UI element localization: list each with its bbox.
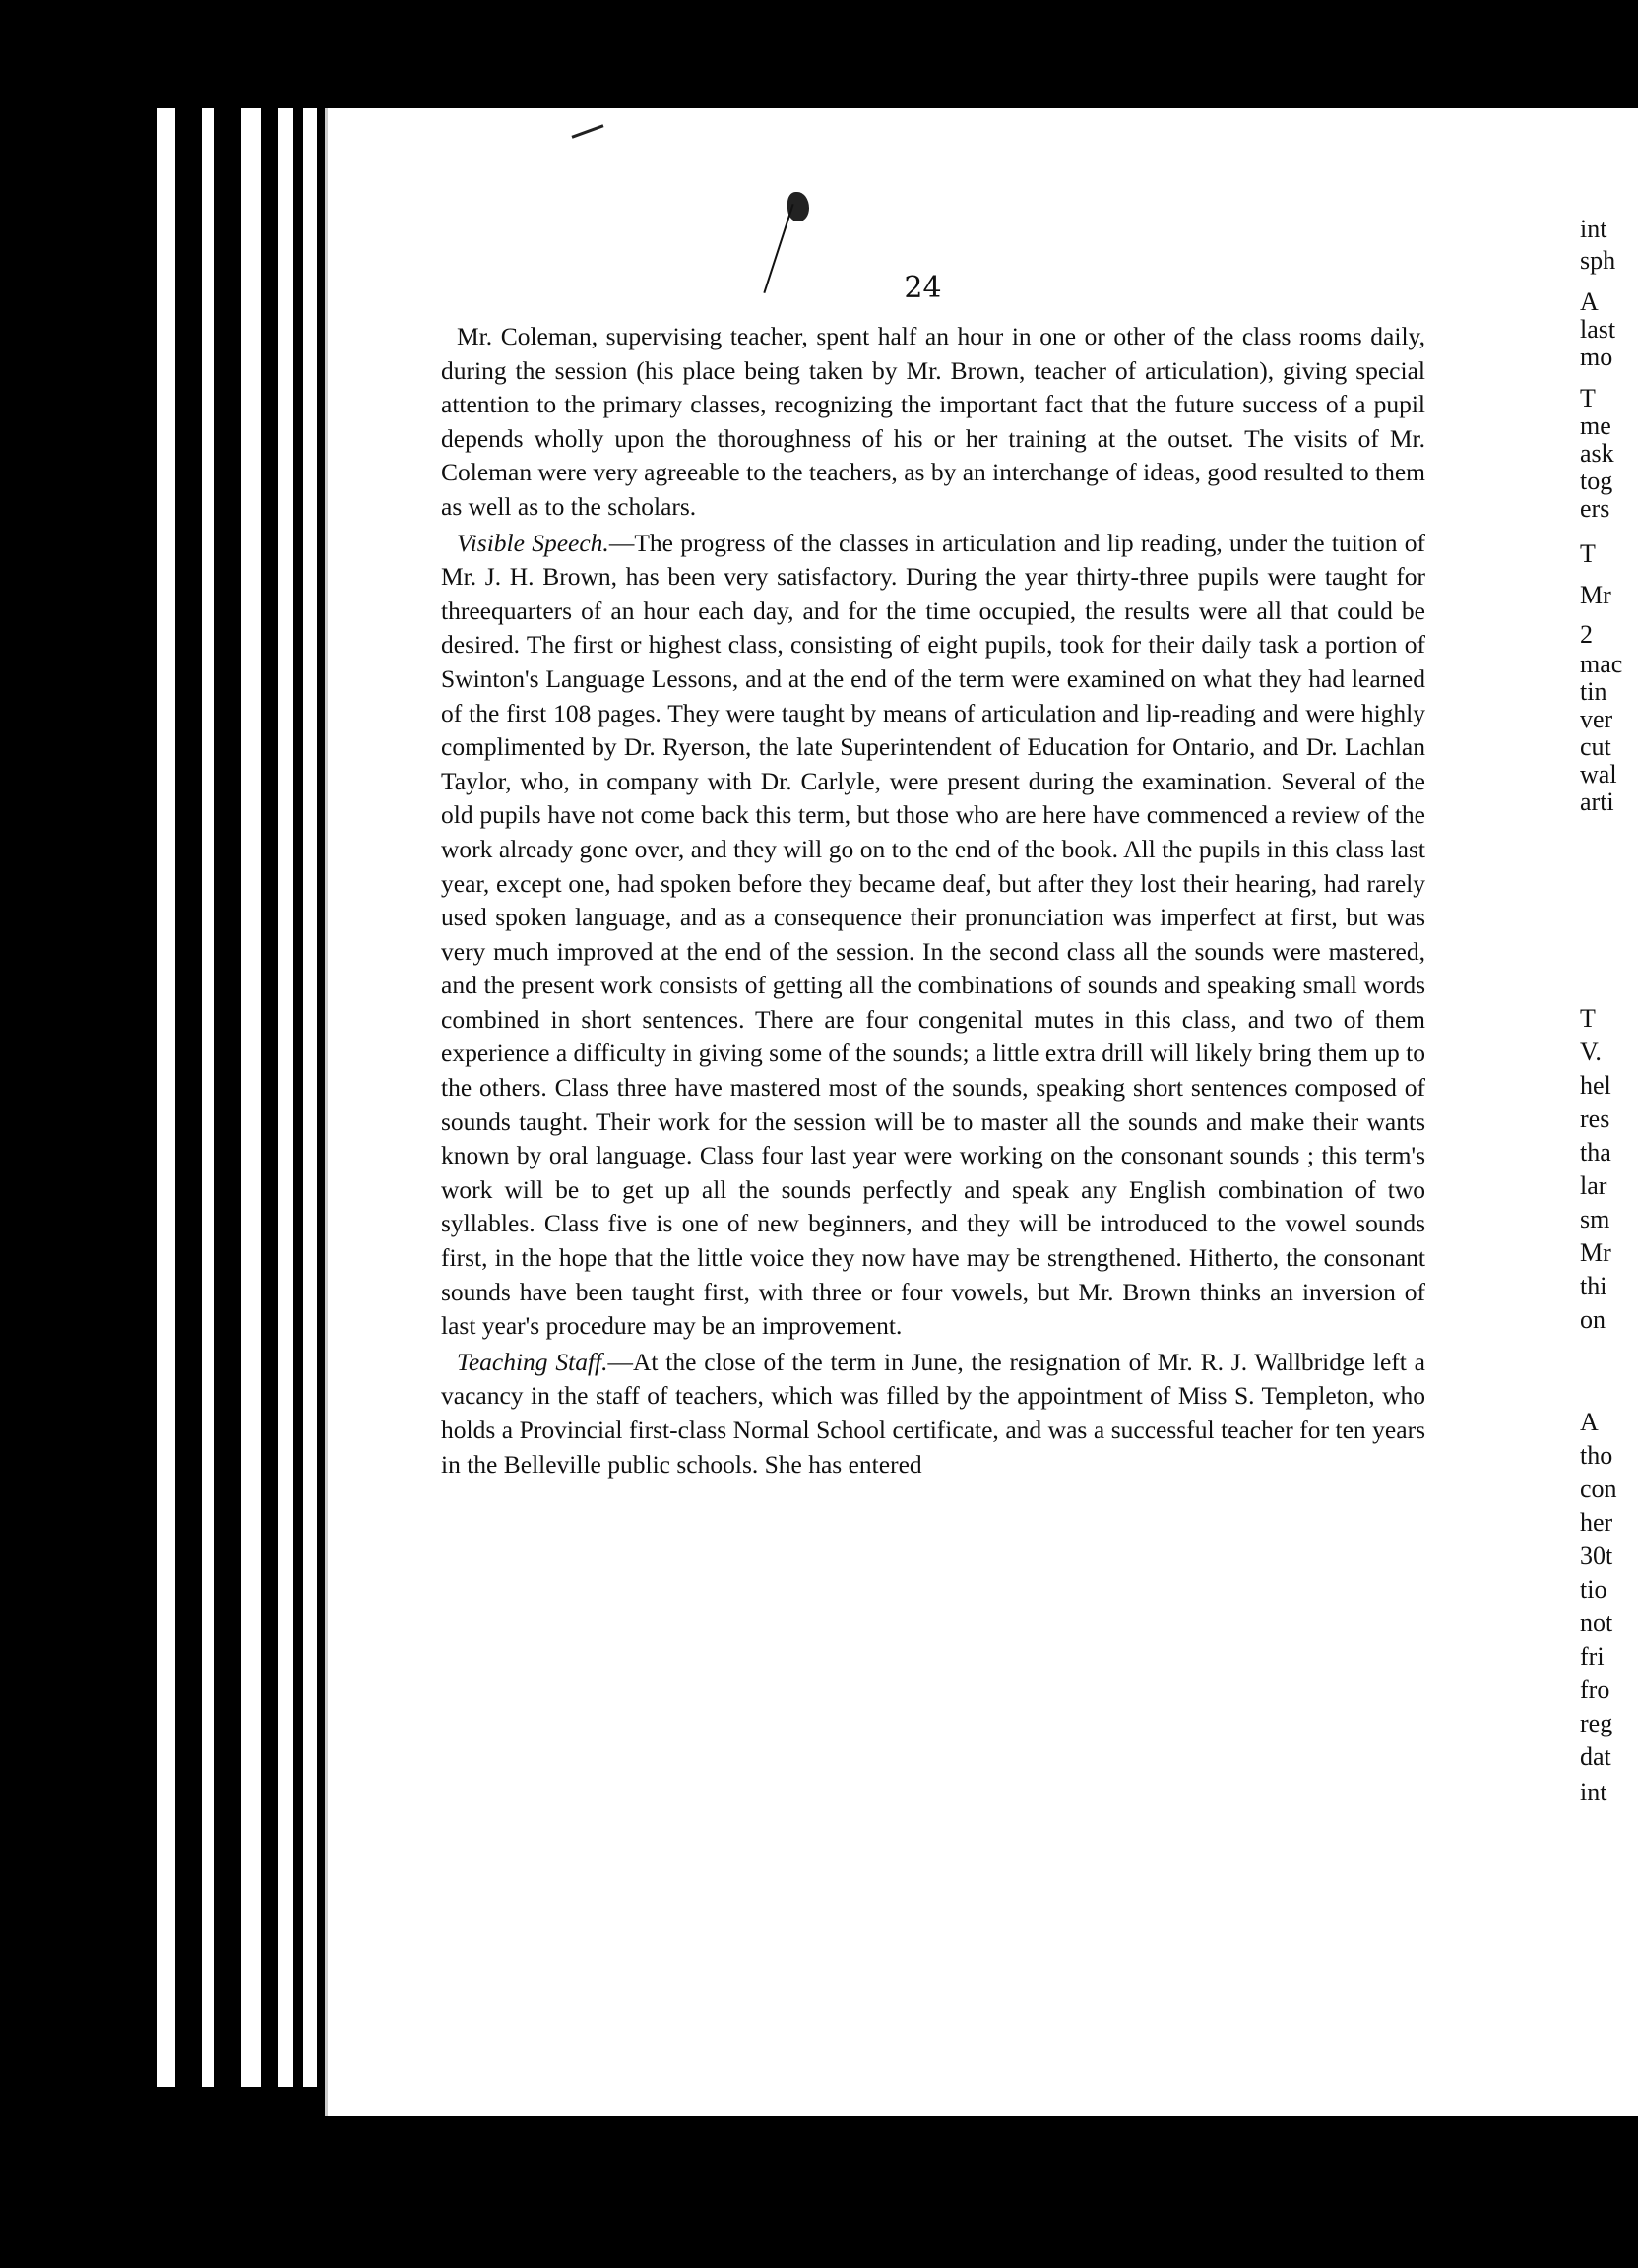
facing-page-fragment: tog bbox=[1580, 467, 1613, 495]
facing-page-fragment: on bbox=[1580, 1305, 1606, 1334]
facing-page-fragment: tha bbox=[1580, 1138, 1611, 1166]
facing-page-fragment: A bbox=[1580, 287, 1599, 316]
facing-page-fragment: int bbox=[1580, 215, 1607, 243]
facing-page-fragment: con bbox=[1580, 1475, 1617, 1503]
page-edge bbox=[202, 108, 214, 2087]
facing-page-fragment: T bbox=[1580, 384, 1596, 412]
facing-page-fragment: wal bbox=[1580, 760, 1617, 788]
facing-page-fragment: T bbox=[1580, 1004, 1596, 1033]
page-body bbox=[441, 320, 1425, 1481]
facing-page-fragment: ver bbox=[1580, 705, 1613, 733]
paragraph-coleman bbox=[441, 320, 1425, 525]
facing-page-fragment: ask bbox=[1580, 439, 1614, 468]
facing-page-fragment: tin bbox=[1580, 677, 1607, 706]
facing-page-fragment: fro bbox=[1580, 1675, 1610, 1704]
paragraph-text: —At the close of the term in June, the resignation of Mr. R. J. Wallbridge left a vacancy in the staff of teachers, which was filled by the appointment of Miss S. Templeton, who holds a Provincial first-class Normal School certificate, and was a successful teacher for ten years in the Belleville public schools. She has entered bbox=[441, 1347, 1425, 1479]
paragraph-text: —The progress of the classes in articulation and lip reading, under the tuition of Mr. J. H. Brown, has been very satisfactory. During the year thirty-three pupils were taught for threequarters of an hour each day, and for the time occupied, the results were all that could be desired. The first or highest class, consisting of eight pupils, took for their daily task a portion of Swinton's Language Lessons, and at the end of the term were examined on what they had learned of the first 108 pages. They were taught by means of articulation and lip-reading and were highly complimented by Dr. Ryerson, the late Superintendent of Education for Ontario, and Dr. Lachlan Taylor, who, in company with Dr. Carlyle, were present during the examination. Several of the old pupils have not come back this term, but those who are here have commenced a review of the work already gone over, and they will go on to the end of the book. All the pupils in this class last year, except one, had spoken before they became deaf, but after they lost their hearing, had rarely used spoken language, and as a consequence their pronunciation was imperfect at first, but was very much improved at the end of the session. In the second class all the sounds were mastered, and the present work consists of getting all the combinations of sounds and speaking small words combined in short sentences. There are four congenital mutes in this class, and two of them experience a difficulty in giving some of the sounds; a little extra drill will likely bring them up to the others. Class three have mastered most of the sounds, speaking short sentences composed of sounds taught. Their work for the session will be to master all the sounds and make their wants known by oral language. Class four last year were working on the consonant sounds ; this term's work will be to get up all the sounds perfectly and speak any English combination of two syllables. Class five is one of new beginners, and they will be introduced to the vowel sounds first, in the hope that the little voice they now have may be strengthened. Hitherto, the consonant sounds have been taught first, with three or four vowels, but Mr. Brown thinks an inversion of last year's procedure may be an improvement. bbox=[441, 528, 1425, 1341]
pencil-mark bbox=[572, 124, 604, 138]
facing-page-fragment: hel bbox=[1580, 1071, 1611, 1100]
facing-page-fragment: ers bbox=[1580, 494, 1610, 523]
facing-page-fragment: her bbox=[1580, 1508, 1613, 1537]
facing-page-fragment: res bbox=[1580, 1104, 1610, 1133]
page-edge bbox=[241, 108, 261, 2087]
facing-page-fragment: last bbox=[1580, 315, 1616, 344]
paragraph-text: Mr. Coleman, supervising teacher, spent half an hour in one or other of the class rooms daily, during the session (his place being taken by Mr. Brown, teacher of articulation), giving special attention to the primary classes, recognizing the important fact that the future success of a pupil depends wholly upon the thoroughness of his or her training at the outset. The visits of Mr. Coleman were very agreeable to the teachers, as by an interchange of ideas, good resulted to them as well as to the scholars. bbox=[441, 322, 1425, 521]
facing-page-fragment: arti bbox=[1580, 788, 1614, 816]
paragraph-teaching-staff bbox=[441, 1346, 1425, 1481]
facing-page-fragment: 30t bbox=[1580, 1542, 1613, 1570]
facing-page-fragment: tio bbox=[1580, 1575, 1607, 1604]
facing-page-fragment: V. bbox=[1580, 1038, 1602, 1066]
facing-page-fragment: Mr bbox=[1580, 1238, 1611, 1267]
facing-page-fragment: 2 bbox=[1580, 620, 1593, 649]
book-page bbox=[325, 108, 1521, 2116]
facing-page-fragment: Mr bbox=[1580, 581, 1611, 609]
page-edge bbox=[158, 108, 175, 2087]
facing-page-fragment: sph bbox=[1580, 246, 1616, 275]
facing-page-fragment: thi bbox=[1580, 1272, 1607, 1300]
facing-page-fragment: cut bbox=[1580, 732, 1611, 761]
section-heading: Visible Speech. bbox=[457, 528, 609, 557]
facing-page-fragment: not bbox=[1580, 1608, 1613, 1637]
page-number: 24 bbox=[904, 271, 942, 305]
page-edge bbox=[303, 108, 317, 2087]
facing-page-fragment: T bbox=[1580, 539, 1596, 568]
facing-page-fragment: int bbox=[1580, 1778, 1607, 1806]
facing-page-fragment: reg bbox=[1580, 1709, 1613, 1737]
section-heading: Teaching Staff. bbox=[457, 1347, 608, 1376]
facing-page-fragment: tho bbox=[1580, 1441, 1613, 1470]
paragraph-visible-speech bbox=[441, 527, 1425, 1344]
facing-page-fragment: dat bbox=[1580, 1742, 1611, 1771]
facing-page-fragment: sm bbox=[1580, 1205, 1610, 1233]
page-edge bbox=[278, 108, 293, 2087]
facing-page-fragment: A bbox=[1580, 1408, 1599, 1436]
facing-page-fragment: mac bbox=[1580, 650, 1623, 678]
facing-page-fragment: mo bbox=[1580, 343, 1613, 371]
facing-page-fragment: fri bbox=[1580, 1642, 1605, 1670]
facing-page-edge bbox=[1521, 108, 1638, 2116]
facing-page-fragment: lar bbox=[1580, 1171, 1607, 1200]
facing-page-fragment: me bbox=[1580, 411, 1611, 440]
